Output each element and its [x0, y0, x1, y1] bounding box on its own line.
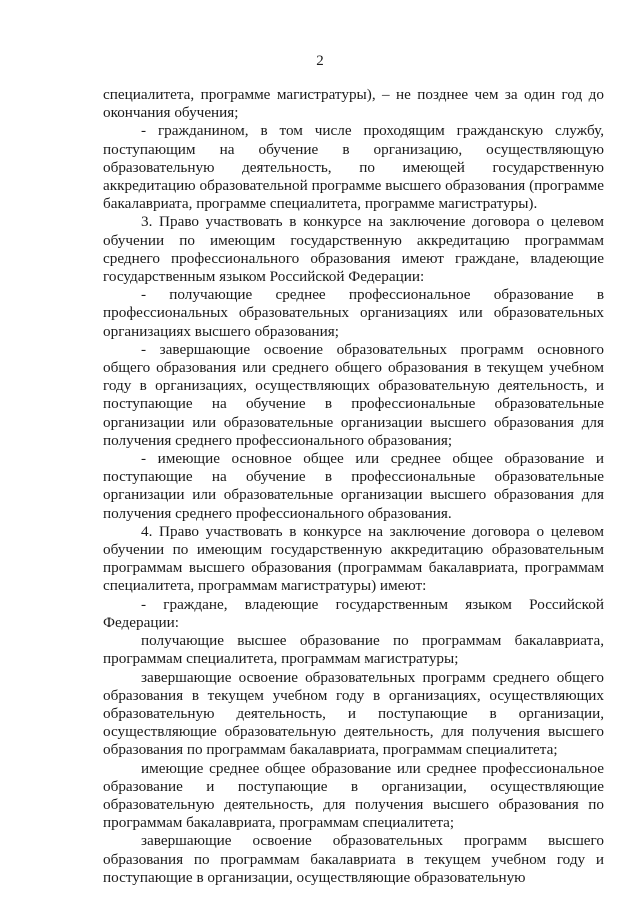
paragraph-citizen-civil-service: - гражданином, в том числе проходящим гражданскую службу, поступающим на обучение в организацию, осуществляющую образовательную деятельность, по имеющей государственную аккредитацию образовательной программе высшего образования (программе бакалавриата, программе специалитета, программе магистратуры). — [103, 122, 604, 213]
paragraph-clause-4-item-3: имеющие среднее общее образование или среднее профессиональное образование и поступающие в организации, осуществляющие образовательную деятельность, для получения высшего образования по программам бакалавриата, программам специалитета; — [103, 759, 604, 832]
paragraph-clause-3-item-1: - получающие среднее профессиональное образование в профессиональных образовательных организациях или образовательных организациях высшего образования; — [103, 286, 604, 340]
paragraph-clause-4-item-4: завершающие освоение образовательных программ высшего образования по программам бакалавриата в текущем учебном году и поступающие в организации, осуществляющие образовательную — [103, 832, 604, 886]
paragraph-clause-4-item-1: получающие высшее образование по программам бакалавриата, программам специалитета, программам магистратуры; — [103, 632, 604, 668]
paragraph-clause-4: 4. Право участвовать в конкурсе на заключение договора о целевом обучении по имеющим государственную аккредитацию образовательным программам высшего образования (программам бакалавриата, программам специалитета, программам магистратуры) имеют: — [103, 522, 604, 595]
paragraph-continuation: специалитета, программе магистратуры), – не позднее чем за один год до окончания обучения; — [103, 86, 604, 122]
paragraph-clause-3: 3. Право участвовать в конкурсе на заключение договора о целевом обучении по имеющим государственную аккредитацию программам среднего профессионального образования имеют граждане, владеющие государственным языком Российской Федерации: — [103, 213, 604, 286]
document-body — [103, 86, 604, 887]
paragraph-clause-3-item-2: - завершающие освоение образовательных программ основного общего образования или среднего общего образования в текущем учебном году в организациях, осуществляющих образовательную деятельность, и поступающие на обучение в профессиональные образовательные организации или образовательные организации высшего образования для получения среднего профессионального образования; — [103, 340, 604, 449]
page-number: 2 — [316, 53, 324, 69]
paragraph-clause-4-item-2: завершающие освоение образовательных программ среднего общего образования в текущем учебном году в организациях, осуществляющих образовательную деятельность, и поступающие в организации, осуществляющие образовательную деятельность, для получения высшего образования по программам бакалавриата, программам специалитета; — [103, 668, 604, 759]
paragraph-clause-3-item-3: - имеющие основное общее или среднее общее образование и поступающие на обучение в профессиональные образовательные организации или образовательные организации высшего образования для получения среднего профессионального образования. — [103, 450, 604, 522]
paragraph-clause-4-citizens: - граждане, владеющие государственным языком Российской Федерации: — [103, 595, 604, 631]
